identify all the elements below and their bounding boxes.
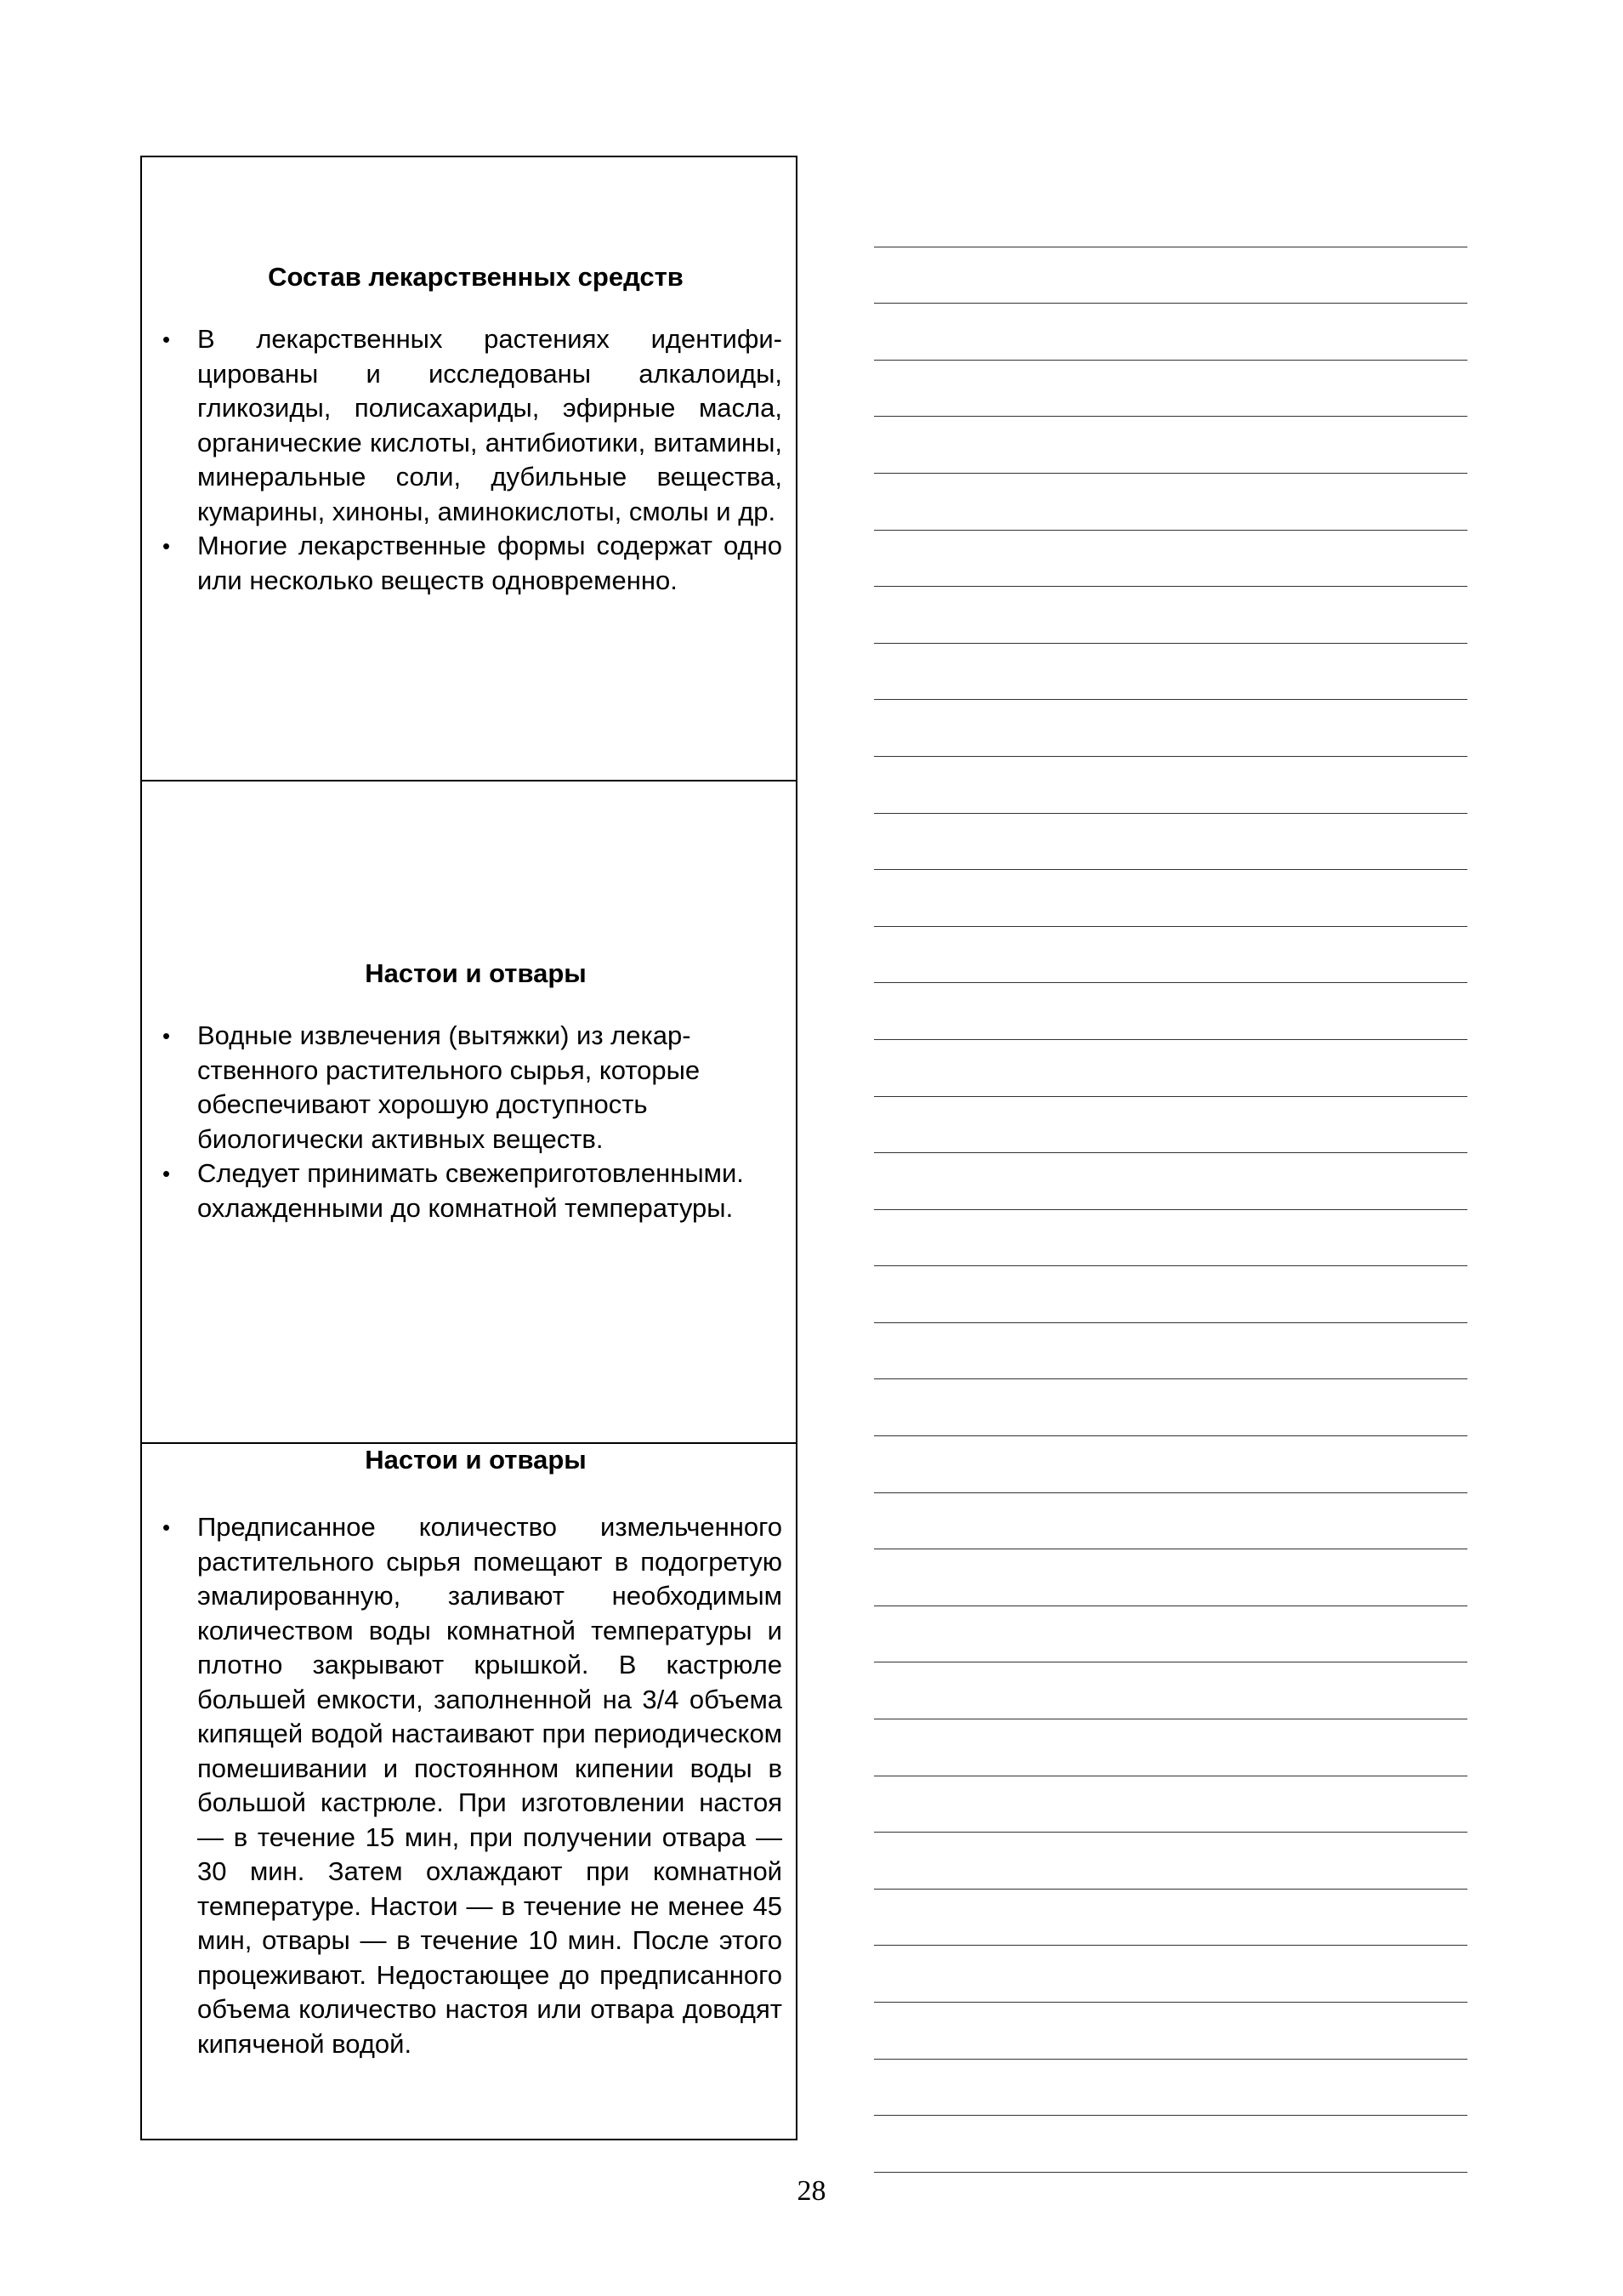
- note-line: [874, 1549, 1467, 1606]
- note-line: [874, 474, 1467, 531]
- bullet-item: [162, 322, 782, 529]
- slide-title: Настои и отвары: [365, 958, 587, 988]
- note-line: [874, 1890, 1467, 1946]
- note-line: [874, 983, 1467, 1040]
- slide-composition: [142, 157, 796, 780]
- note-line: [874, 1493, 1467, 1550]
- slide-title: Состав лекарственных средств: [268, 262, 684, 292]
- note-line: [874, 2060, 1467, 2117]
- slide-title: Настои и отвары: [365, 1445, 587, 1475]
- note-line: [874, 1833, 1467, 1890]
- bullet-text: Водные извлечения (вытяжки) из лекарственного растительного сырья, которые обеспечивают хорошую доступность биологически активных веществ.: [197, 1020, 701, 1154]
- note-line: [874, 587, 1467, 644]
- note-line: [874, 531, 1467, 588]
- slide-infusions: [142, 780, 796, 1442]
- bullet-mark: •: [162, 1515, 171, 1540]
- note-line: [874, 2003, 1467, 2060]
- note-line: [874, 1323, 1467, 1380]
- bullet-list: [162, 1019, 782, 1225]
- note-line: [874, 1719, 1467, 1776]
- slide-infusions-preparation: [142, 1442, 796, 2139]
- note-line: [874, 2116, 1467, 2173]
- bullet-item: [162, 529, 782, 598]
- note-line: [874, 814, 1467, 871]
- bullet-text: Предписанное количество измельченного растительного сырья помещают в подогретую эмалированную, заливают необходимым количеством воды комнатной температуры и плотно закрывают крышкой. В кастрюле большей емкости, заполненной на 3/4 объема кипящей водой настаивают при периодическом помешивании и постоянном кипении воды в большой кастрюле. При изготовлении настоя — в течение 15 мин, при получении отвара — 30 мин. Затем охлаждают при комнатной температуре. Настои — в течение не менее 45 мин, отвары — в течение 10 мин. После этого процеживают. Недостающее до предписанного объема количество настоя или отвара доводят кипяченой водой.: [197, 1512, 782, 2059]
- note-line: [874, 1266, 1467, 1323]
- bullet-item: [162, 1019, 782, 1157]
- bullet-mark: •: [162, 327, 171, 352]
- note-line: [874, 700, 1467, 757]
- bullet-list: [162, 322, 782, 598]
- note-line: [874, 1776, 1467, 1833]
- note-line: [874, 870, 1467, 927]
- note-line: [874, 361, 1467, 418]
- bullet-item: [162, 1510, 782, 2061]
- slide-handout-column: [140, 156, 797, 2140]
- note-line: [874, 1662, 1467, 1719]
- note-line: [874, 190, 1467, 247]
- note-line: [874, 1436, 1467, 1493]
- note-line: [874, 927, 1467, 984]
- note-line: [874, 1210, 1467, 1267]
- page-number: 28: [797, 2175, 826, 2207]
- note-line: [874, 1946, 1467, 2003]
- note-line: [874, 644, 1467, 701]
- bullet-text: В лекарственных растениях идентифицированы и исследованы алкалоиды, гликозиды, полисахариды, эфирные масла, органические кислоты, антибиотики, витамины, минеральные соли, дубильные вещества, кумарины, хиноны, аминокислоты, смолы и др.: [197, 324, 782, 526]
- note-line: [874, 1040, 1467, 1097]
- bullet-list: [162, 1510, 782, 2061]
- bullet-mark: •: [162, 1023, 171, 1049]
- note-line: [874, 247, 1467, 304]
- note-line: [874, 304, 1467, 361]
- bullet-text: Многие лекарственные формы содержат одно или несколько веществ одновременно.: [197, 531, 782, 595]
- bullet-item: [162, 1157, 782, 1225]
- notes-lines-area: [874, 190, 1467, 2173]
- note-line: [874, 1097, 1467, 1154]
- bullet-mark: •: [162, 1161, 171, 1186]
- note-line: [874, 1379, 1467, 1436]
- note-line: [874, 757, 1467, 814]
- bullet-mark: •: [162, 533, 171, 559]
- note-line: [874, 1153, 1467, 1210]
- bullet-text: Следует принимать свежеприготовленными. охлажденными до комнатной температуры.: [197, 1158, 744, 1223]
- note-line: [874, 417, 1467, 474]
- note-line: [874, 1606, 1467, 1663]
